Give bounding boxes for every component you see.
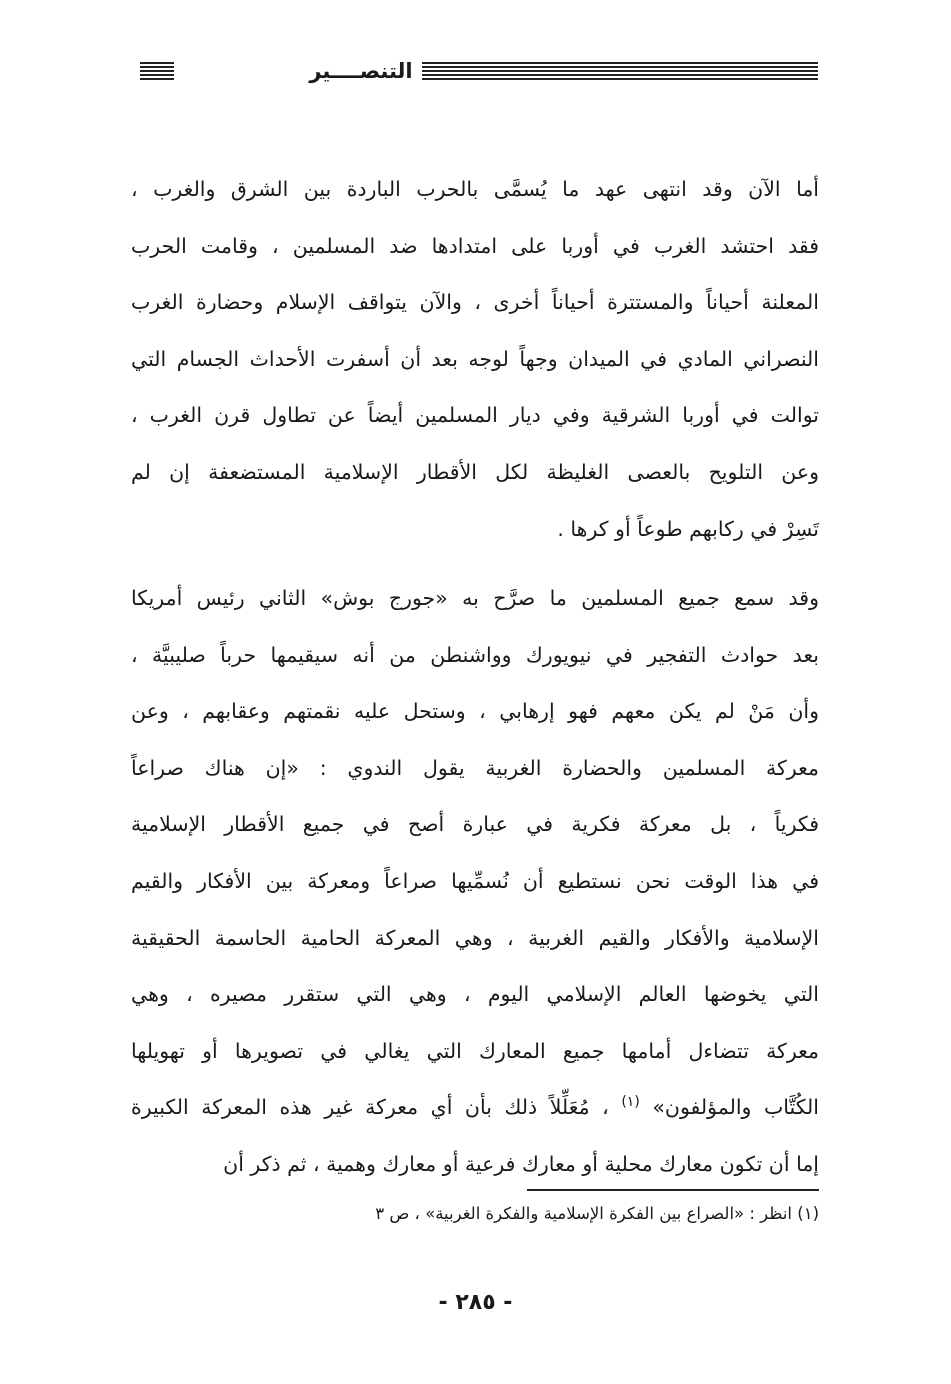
text-line: معركة تتضاءل أمامها جميع المعارك التي يغالي في تصويرها أو تهويلها bbox=[131, 1038, 819, 1063]
text-line: توالت في أوربا الشرقية وفي ديار المسلمين أيضاً عن تطاول قرن الغرب ، bbox=[131, 403, 819, 428]
paragraph-1 bbox=[131, 161, 819, 557]
text-line: وعن التلويح بالعصى الغليظة لكل الأقطار الإسلامية المستضعفة إن لم bbox=[131, 459, 819, 484]
text-line: فقد احتشد الغرب في أوربا على امتدادها ضد المسلمين ، وقامت الحرب bbox=[131, 233, 819, 258]
text-line: النصراني المادي في الميدان وجهاً لوجه بعد أن أسفرت الأحداث الجسام التي bbox=[131, 346, 819, 371]
text-line: بعد حوادث التفجير في نيويورك وواشنطن من أنه سيقيمها حرباً صليبيَّة ، bbox=[131, 642, 819, 667]
text-line: المعلنة أحياناً والمستترة أحياناً أخرى ، والآن يتواقف الإسلام وحضارة الغرب bbox=[131, 290, 819, 315]
quote-end-text: الكُتَّاب والمؤلفون» bbox=[652, 1095, 819, 1120]
text-line: التي يخوضها العالم الإسلامي اليوم ، وهي التي ستقرر مصيره ، وهي bbox=[131, 982, 819, 1007]
header-title: التنصــــير bbox=[309, 59, 413, 83]
text-line: في هذا الوقت نحن نستطيع أن نُسمِّيها صراعاً ومعركة بين الأفكار والقيم bbox=[131, 868, 819, 893]
text-line: وقد سمع جميع المسلمين ما صرَّح به «جورج بوش» الثاني رئيس أمريكا bbox=[131, 586, 819, 610]
text-line: وأن مَنْ لم يكن معهم فهو إرهابي ، وستحل عليه نقمتهم وعقابهم ، وعن bbox=[131, 699, 819, 724]
text-line-with-reference bbox=[131, 1079, 819, 1136]
paragraph-2 bbox=[131, 570, 819, 1193]
footnote: (١) انظر : «الصراع بين الفكرة الإسلامية والفكرة الغربية» ، ص ٣ bbox=[375, 1204, 819, 1223]
page-number: - ٢٨٥ - bbox=[438, 1290, 513, 1315]
text-line: إما أن تكون معارك محلية أو معارك فرعية أو معارك وهمية ، ثم ذكر أن bbox=[223, 1151, 819, 1176]
footnote-reference[interactable]: (١) bbox=[621, 1094, 640, 1111]
header-rule-right bbox=[422, 62, 818, 80]
continuation-text: ، مُعَلِّلاً ذلك بأن أي معركة غير هذه المعركة الكبيرة bbox=[131, 1095, 609, 1120]
text-line: الإسلامية والأفكار والقيم الغربية ، وهي المعركة الحامية الحاسمة الحقيقية bbox=[131, 925, 819, 950]
running-header bbox=[140, 58, 818, 84]
text-line: معركة المسلمين والحضارة الغربية يقول الندوي : «إن هناك صراعاً bbox=[131, 755, 819, 780]
footnote-divider bbox=[527, 1189, 819, 1191]
text-line: أما الآن وقد انتهى عهد ما يُسمَّى بالحرب الباردة بين الشرق والغرب ، bbox=[131, 177, 819, 201]
text-line: تَسِرْ في ركابهم طوعاً أو كرها . bbox=[557, 516, 819, 541]
header-rule-left bbox=[140, 62, 174, 80]
text-line: فكرياً ، بل معركة فكرية في عبارة أصح في جميع الأقطار الإسلامية bbox=[131, 812, 819, 837]
